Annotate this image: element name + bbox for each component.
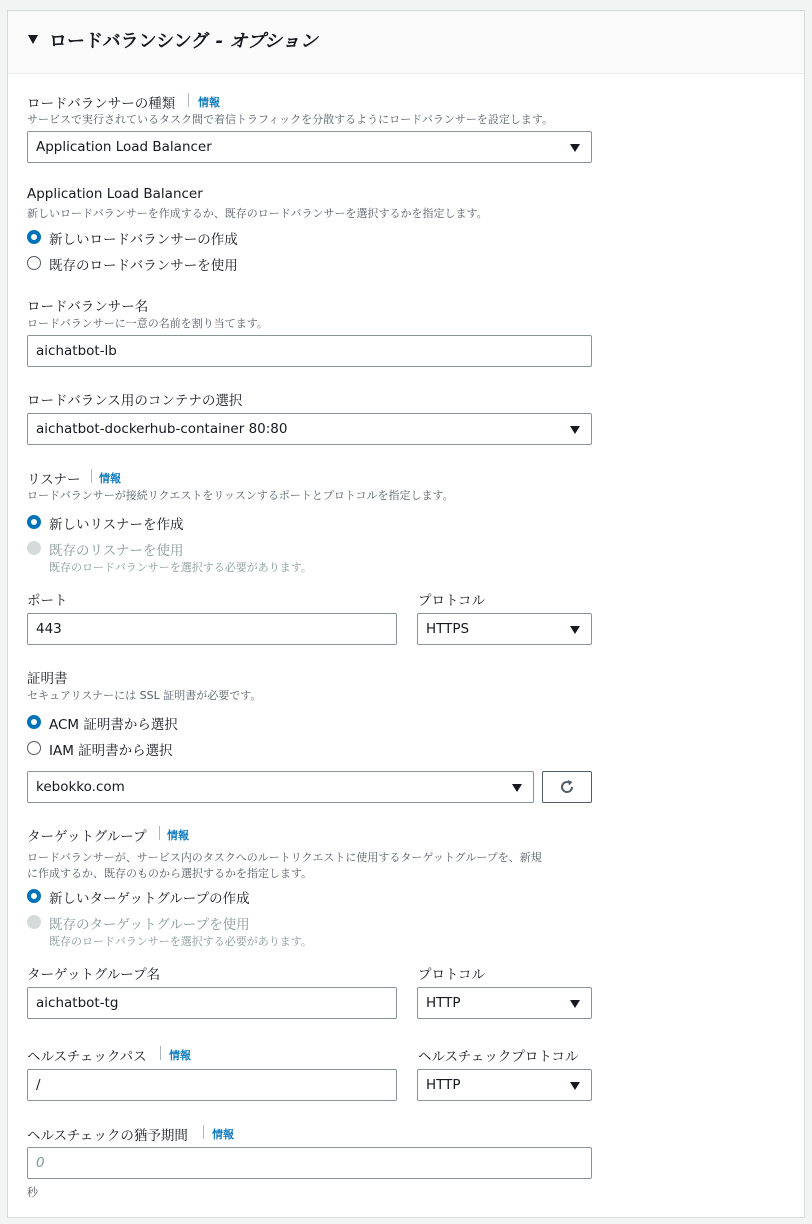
listener-info-link[interactable]: 情報 — [99, 472, 121, 485]
radio-new-target-group[interactable] — [27, 889, 41, 903]
section-header[interactable] — [8, 11, 804, 74]
divider — [91, 469, 92, 483]
target-group-description-line2: に作成するか、既存のものから選択するかを指定します。 — [27, 867, 313, 880]
grace-period-label: ヘルスチェックの猶予期間 — [27, 1128, 188, 1144]
lb-name-value: aichatbot-lb — [36, 343, 117, 359]
target-group-label: ターゲットグループ — [27, 829, 147, 845]
lb-name-input[interactable] — [27, 335, 592, 367]
health-path-input[interactable] — [27, 1069, 397, 1101]
health-path-value: / — [36, 1077, 41, 1093]
container-select[interactable] — [27, 413, 592, 445]
refresh-icon — [557, 777, 577, 797]
radio-existing-target-group-label: 既存のターゲットグループを使用 — [49, 917, 250, 933]
divider — [159, 826, 160, 840]
radio-existing-target-group — [27, 915, 41, 929]
divider — [160, 1046, 161, 1060]
tg-name-label: ターゲットグループ名 — [27, 967, 161, 983]
radio-acm-certificate-label[interactable]: ACM 証明書から選択 — [49, 717, 178, 733]
lb-type-value: Application Load Balancer — [36, 139, 212, 155]
health-protocol-select[interactable] — [417, 1069, 592, 1101]
radio-iam-certificate[interactable] — [27, 741, 41, 755]
target-group-description-line1: ロードバランサーが、サービス内のタスクへのルートリクエストに使用するターゲットグループを、新規 — [27, 851, 542, 864]
tg-protocol-label: プロトコル — [418, 967, 485, 983]
radio-existing-listener — [27, 541, 41, 555]
radio-existing-listener-label: 既存のリスナーを使用 — [49, 543, 184, 559]
caret-down-icon — [570, 144, 580, 152]
caret-down-icon — [570, 1082, 580, 1090]
refresh-button[interactable] — [542, 771, 592, 803]
health-protocol-value: HTTP — [426, 1077, 461, 1093]
radio-iam-certificate-label[interactable]: IAM 証明書から選択 — [49, 743, 173, 759]
certificate-select[interactable] — [27, 771, 534, 803]
divider — [188, 93, 189, 107]
radio-new-listener-label[interactable]: 新しいリスナーを作成 — [49, 517, 184, 533]
tg-name-value: aichatbot-tg — [36, 995, 119, 1011]
caret-down-icon — [570, 1000, 580, 1008]
lb-type-select[interactable] — [27, 131, 592, 163]
radio-new-lb-label[interactable]: 新しいロードバランサーの作成 — [49, 232, 238, 248]
alb-label: Application Load Balancer — [27, 186, 203, 202]
tg-protocol-select[interactable] — [417, 987, 592, 1019]
container-label: ロードバランス用のコンテナの選択 — [27, 393, 243, 409]
caret-down-icon — [570, 426, 580, 434]
target-group-info-link[interactable]: 情報 — [167, 829, 189, 842]
lb-name-label: ロードバランサー名 — [27, 299, 149, 315]
lb-type-description: サービスで実行されているタスク間で着信トラフィックを分散するようにロードバランサーを設定します。 — [27, 113, 554, 126]
lb-type-label: ロードバランサーの種類 — [27, 96, 176, 112]
caret-down-icon — [512, 784, 522, 792]
certificate-value: kebokko.com — [36, 779, 125, 795]
lb-type-info-link[interactable]: 情報 — [198, 96, 220, 109]
alb-description: 新しいロードバランサーを作成するか、既存のロードバランサーを選択するかを指定します。 — [27, 207, 488, 220]
divider — [203, 1125, 204, 1139]
certificate-label: 証明書 — [27, 671, 68, 687]
health-path-label: ヘルスチェックパス — [27, 1049, 147, 1065]
listener-description: ロードバランサーが接続リクエストをリッスンするポートとプロトコルを指定します。 — [27, 489, 454, 502]
existing-target-group-note: 既存のロードバランサーを選択する必要があります。 — [49, 935, 312, 948]
listener-protocol-value: HTTPS — [426, 621, 470, 637]
section-title: ロードバランシング - オプション — [49, 31, 318, 52]
tg-name-input[interactable] — [27, 987, 397, 1019]
tg-protocol-value: HTTP — [426, 995, 461, 1011]
container-value: aichatbot-dockerhub-container 80:80 — [36, 421, 288, 437]
collapse-caret-icon[interactable] — [28, 35, 38, 44]
radio-new-lb[interactable] — [27, 230, 41, 244]
health-path-info-link[interactable]: 情報 — [169, 1049, 191, 1062]
listener-protocol-select[interactable] — [417, 613, 592, 645]
listener-label: リスナー — [27, 472, 81, 488]
port-value: 443 — [36, 621, 62, 637]
radio-existing-lb-label[interactable]: 既存のロードバランサーを使用 — [49, 258, 238, 274]
radio-new-target-group-label[interactable]: 新しいターゲットグループの作成 — [49, 891, 250, 907]
lb-name-description: ロードバランサーに一意の名前を割り当てます。 — [27, 317, 268, 330]
port-label: ポート — [27, 593, 68, 609]
grace-period-info-link[interactable]: 情報 — [212, 1128, 234, 1141]
radio-acm-certificate[interactable] — [27, 715, 41, 729]
listener-protocol-label: プロトコル — [418, 593, 485, 609]
grace-period-unit: 秒 — [27, 1186, 38, 1199]
caret-down-icon — [570, 626, 580, 634]
radio-new-listener[interactable] — [27, 515, 41, 529]
existing-listener-note: 既存のロードバランサーを選択する必要があります。 — [49, 561, 312, 574]
radio-existing-lb[interactable] — [27, 256, 41, 270]
grace-period-input[interactable] — [27, 1147, 592, 1179]
grace-period-placeholder: 0 — [36, 1155, 45, 1171]
certificate-description: セキュアリスナーには SSL 証明書が必要です。 — [27, 689, 262, 702]
port-input[interactable] — [27, 613, 397, 645]
health-protocol-label: ヘルスチェックプロトコル — [418, 1049, 579, 1065]
